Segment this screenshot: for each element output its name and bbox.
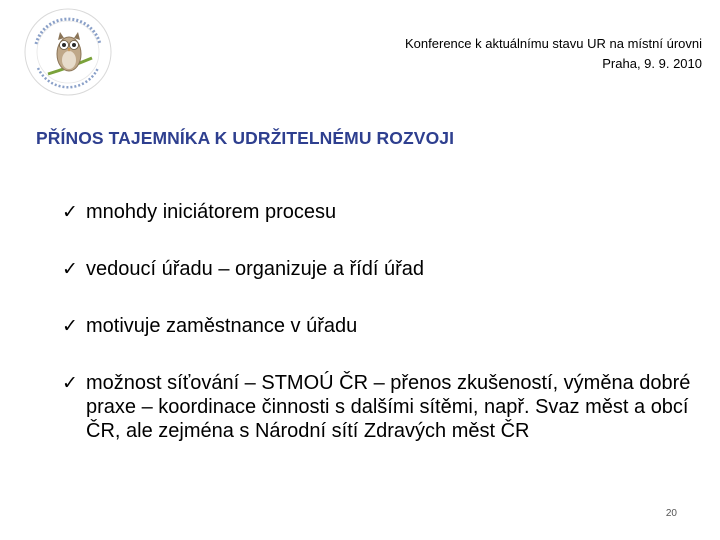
bullet-item [62, 371, 702, 443]
checkmark-icon: ✓ [62, 258, 78, 280]
bullet-item [62, 314, 702, 338]
bullet-list [62, 200, 702, 443]
bullet-text: mnohdy iniciátorem procesu [86, 201, 337, 223]
page-number: 20 [665, 508, 677, 519]
bullet-item [62, 200, 702, 224]
bullet-text: možnost síťování – STMOÚ ČR – přenos zkušeností, výměna dobré praxe – koordinace činnosti s dalšími sítěmi, např. Svaz měst a obcí ČR, ale zejména s Národní sítí Zdravých měst ČR [86, 372, 691, 442]
checkmark-icon: ✓ [62, 372, 78, 394]
owl-seal-icon [22, 6, 114, 98]
bullet-item [62, 257, 702, 281]
conference-header [405, 34, 702, 74]
checkmark-icon: ✓ [62, 201, 78, 223]
bullet-text: motivuje zaměstnance v úřadu [86, 315, 358, 337]
checkmark-icon: ✓ [62, 315, 78, 337]
bullet-text: vedoucí úřadu – organizuje a řídí úřad [86, 258, 424, 280]
header-place-date: Praha, 9. 9. 2010 [602, 56, 702, 71]
header-conference-title: Konference k aktuálnímu stavu UR na místní úrovni [405, 36, 702, 51]
slide-title: PŘÍNOS TAJEMNÍKA K UDRŽITELNÉMU ROZVOJI [36, 128, 455, 148]
